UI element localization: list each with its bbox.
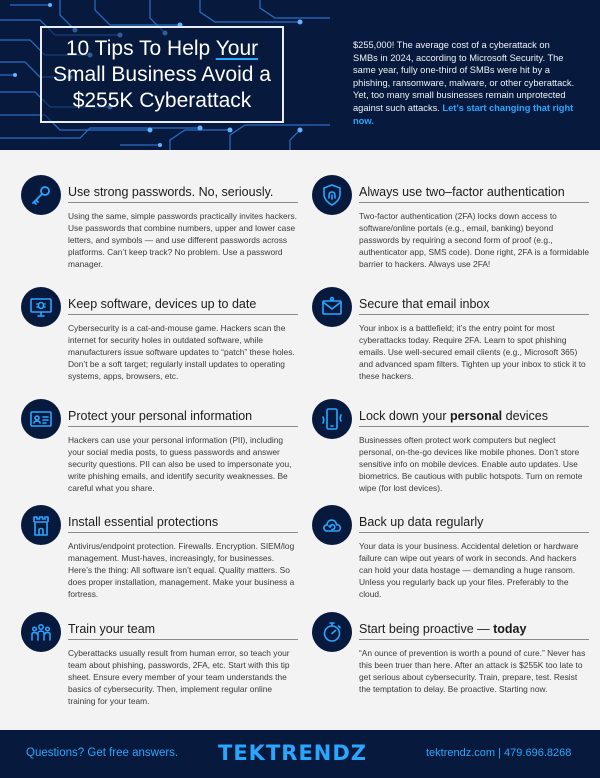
tip-body: Antivirus/endpoint protection. Firewalls. Encryption. SIEM/log management. Must-haves, increasingly, for businesses. Here’s the thing: All software isn’t equal. Quality matters. So does proper installation, management. Make your business a fortress. (68, 541, 295, 599)
divider (359, 202, 589, 203)
stopwatch-icon (312, 612, 352, 652)
tip-body: Your data is your business. Accidental deletion or hardware failure can wipe out years of work in seconds. And hackers can hold your data hostage — demanding a huge ransom. Unless you regularly back up your files. Preferably to the cloud. (359, 541, 579, 599)
divider (68, 314, 298, 315)
tip-body: Businesses often protect work computers but neglect personal, on-the-go devices like mobile phones. Don’t store sensitive info on mobile devices. Enable auto updates. Use biometrics. Be cautious with public hotspots. Turn on remote wipe (for lost devices). (359, 435, 583, 493)
monitor-bug-icon (21, 287, 61, 327)
tip-title: Keep software, devices up to date (68, 297, 257, 311)
footer-contact[interactable]: tektrendz.com | 479.696.8268 (426, 747, 572, 759)
intro-paragraph: $255,000! The average cost of a cyberattack on SMBs in 2024, according to Microsoft Security. The same year, fully one-third of SMBs were hit by a phishing, ransomware, malware, or other cyberattack. Yet, too many small businesses remain unprotected against such attacks. Let’s start changing that right now. (353, 40, 575, 126)
footer-bar (0, 730, 600, 778)
castle-tower-icon (21, 505, 61, 545)
tip-body: Two-factor authentication (2FA) locks down access to software/online portals (e.g., email, banking) beyond passwords by requiring a second form of proof (e.g., authenticator app, SMS code). Done right, 2FA is a formidable barrier to hackers. Always use 2FA! (359, 211, 589, 269)
page-title: 10 Tips To Help Your Small Business Avoid a $255K Cyberattack (53, 36, 271, 112)
tip-title: Always use two–factor authentication (359, 185, 565, 199)
tip-title: Train your team (68, 622, 156, 636)
divider (68, 202, 298, 203)
tip-title: Back up data regularly (359, 515, 484, 529)
tip-body: Hackers can use your personal information (PII), including your social media posts, to guess passwords and answer security questions. PII can also be used to impersonate you, write phishing emails, and identify security weaknesses. Be careful what you share. (68, 435, 292, 493)
divider (359, 532, 589, 533)
tip-body: Cybersecurity is a cat-and-mouse game. Hackers scan the internet for security holes in outdated software, while manufacturers issue software updates to “patch” these holes. Don’t be a soft target; regularly install updates to operating systems, apps, browsers, etc. (68, 323, 295, 381)
tip-title: Use strong passwords. No, seriously. (68, 185, 274, 199)
divider (68, 639, 298, 640)
tip-body: Cyberattacks usually result from human error, so teach your team about phishing, passwords, 2FA, etc. Start with this tip sheet. Ensure every member of your team understands the basics of cybersecurity. Then, implement regular online training for your team. (68, 648, 290, 706)
tip-title: Install essential protections (68, 515, 219, 529)
tip-title: Lock down your personal devices (359, 409, 548, 423)
cloud-backup-icon (312, 505, 352, 545)
id-card-icon (21, 399, 61, 439)
divider (359, 314, 589, 315)
key-icon (21, 175, 61, 215)
divider (359, 426, 589, 427)
shield-fingerprint-icon (312, 175, 352, 215)
email-icon (312, 287, 352, 327)
tip-title: Secure that email inbox (359, 297, 490, 311)
intro-highlight: Let’s start changing that right now. (353, 102, 574, 126)
header-banner (0, 0, 600, 150)
footer-question: Questions? Get free answers. (26, 747, 179, 759)
divider (68, 426, 298, 427)
tip-body: Your inbox is a battlefield; it’s the entry point for most cyberattacks today. Require 2FA. Learn to spot phishing emails. Use well-secured email clients (e.g., Microsoft 365) and advanced spam filters. Tighten up your inbox to stick it to these hackers. (359, 323, 586, 381)
tip-title: Protect your personal information (68, 409, 253, 423)
title-box (40, 26, 284, 123)
team-people-icon (21, 612, 61, 652)
tip-body: “An ounce of prevention is worth a pound of cure.” Never has this been truer than here. After an attack is $255K too late to get serious about cybersecurity. Train, prepare, test. Resist the temptation to delay. Be proactive. Starting now. (359, 648, 586, 694)
mobile-device-icon (312, 399, 352, 439)
divider (68, 532, 298, 533)
tip-body: Using the same, simple passwords practically invites hackers. Use passwords that combine numbers, upper and lower case letters, and symbols — and use different passwords across platforms. Can’t keep track? No problem. Use a password manager. (68, 211, 298, 269)
divider (359, 639, 589, 640)
company-logo: TEKTRENDZ (218, 741, 368, 765)
tip-title: Start being proactive — today (359, 622, 527, 636)
